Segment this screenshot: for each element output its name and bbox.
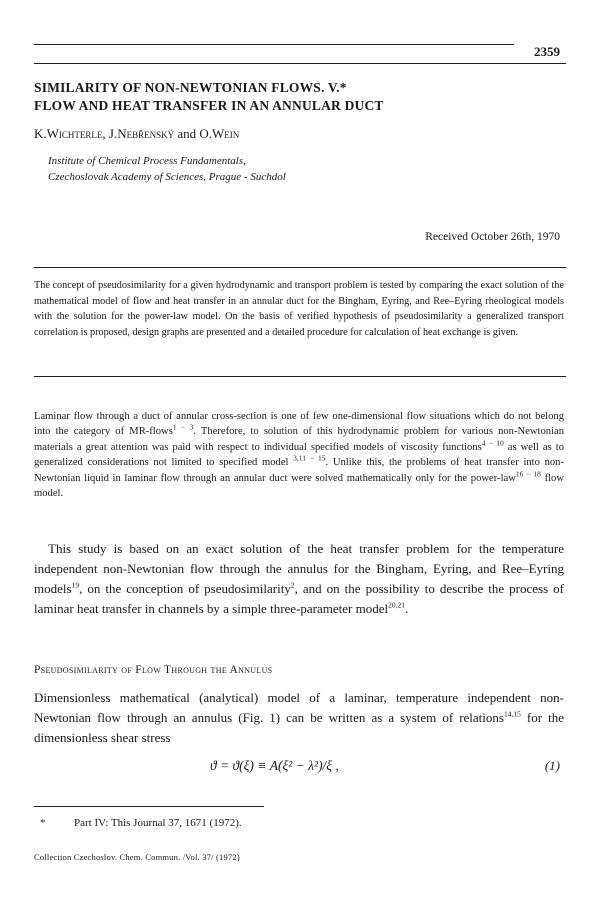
abstract: The concept of pseudosimilarity for a given hydrodynamic and transport problem is tested by comparing the exact solution of the mathematical model of flow and heat transfer in an annular duct for the Bingham, Eyring, and Ree–Eyring rheological models with the solution for the power-law model. On the basis of verified hypothesis of pseudosimilarity a generalized transport correlation is proposed, design graphs are presented and a detailed procedure for calculation of heat exchange is given. [34, 280, 564, 338]
author-3: O.Wein [199, 126, 240, 141]
intro-text-2: . Therefore, to solution of this hydrodynamic problem for various non-Newtonian materials a great attention was paid with respect to individual specified models of viscosity functions [34, 426, 564, 453]
received-date: Received October 26th, 1970 [425, 231, 560, 243]
author-list [34, 126, 239, 142]
section-text-1: Dimensionless mathematical (analytical) model of a laminar, temperature independent non-Newtonian flow through an annulus (Fig. 1) can be written as a system of relations [34, 690, 564, 725]
study-paragraph [34, 539, 564, 619]
page-number: 2359 [534, 44, 560, 59]
author-separator-2: and [174, 126, 200, 141]
abstract-top-rule [34, 267, 566, 268]
footnote-text: Part IV: This Journal 37, 1671 (1972). [74, 817, 242, 829]
citation-ref: 16 − 18 [515, 469, 541, 479]
study-text-4: . [404, 601, 409, 616]
affiliation-line-2: Czechoslovak Academy of Sciences, Prague - Suchdol [48, 171, 286, 183]
section-paragraph [34, 688, 564, 748]
affiliation-line-1: Institute of Chemical Process Fundamentals, [48, 155, 246, 167]
footnote-rule [34, 806, 264, 807]
author-separator-1: , [102, 126, 109, 141]
footnote-mark: * [40, 817, 46, 829]
intro-text-3: as well as to generalized considerations not limited to specified model [34, 441, 564, 469]
footnote [40, 817, 242, 829]
section-text-2: for the dimensionless shear stress [34, 710, 564, 745]
header-rule-lower [34, 63, 566, 64]
title-line-2: FLOW AND HEAT TRANSFER IN AN ANNULAR DUCT [34, 98, 384, 113]
abstract-bottom-rule [34, 376, 566, 377]
equation-number: (1) [544, 758, 560, 773]
intro-text-5: flow model. [34, 472, 564, 500]
citation-ref: 2 [290, 580, 295, 590]
paper-title [34, 79, 564, 115]
intro-text-4: . Unlike this, the problems of heat transfer into non-Newtonian liquid in laminar flow through an annular duct were solved mathematically only for the power-law [34, 457, 564, 484]
citation-ref: 4 − 10 [481, 438, 504, 448]
study-text-1: This study is based on an exact solution of the heat transfer problem for the temperature independent non-Newtonian flow through the annulus for the Bingham, Eyring, and Ree–Eyring models [34, 541, 564, 596]
citation-ref: 1 − 3 [172, 422, 194, 432]
citation-ref: 14,15 [503, 709, 521, 719]
citation-ref: 3,11 − 15 [293, 453, 326, 463]
study-text-3: , and on the possibility to describe the process of laminar heat transfer in channels by a simple three-parameter model [34, 581, 565, 616]
title-line-1: SIMILARITY OF NON-NEWTONIAN FLOWS. V.* [34, 80, 347, 95]
citation-ref: 20,21 [388, 600, 405, 610]
journal-citation: Collection Czechoslov. Chem. Commun. /Vol. 37/ (1972) [34, 852, 240, 862]
author-1: K.Wichterle [34, 126, 103, 141]
citation-ref: 19 [71, 580, 80, 590]
intro-text-1: Laminar flow through a duct of annular cross-section is one of few one-dimensional flow situations which do not belong into the category of MR-flows [34, 411, 564, 438]
author-2: J.Nebřenský [108, 126, 175, 141]
equation-1: ϑ = ϑ(ξ) ≡ A(ξ² − λ²)/ξ , [210, 758, 339, 773]
study-text-2: , on the conception of pseudosimilarity [79, 581, 291, 596]
header-rule [34, 44, 514, 45]
intro-paragraph [34, 409, 564, 501]
section-heading: Pseudosimilarity of Flow Through the Annulus [34, 664, 273, 676]
